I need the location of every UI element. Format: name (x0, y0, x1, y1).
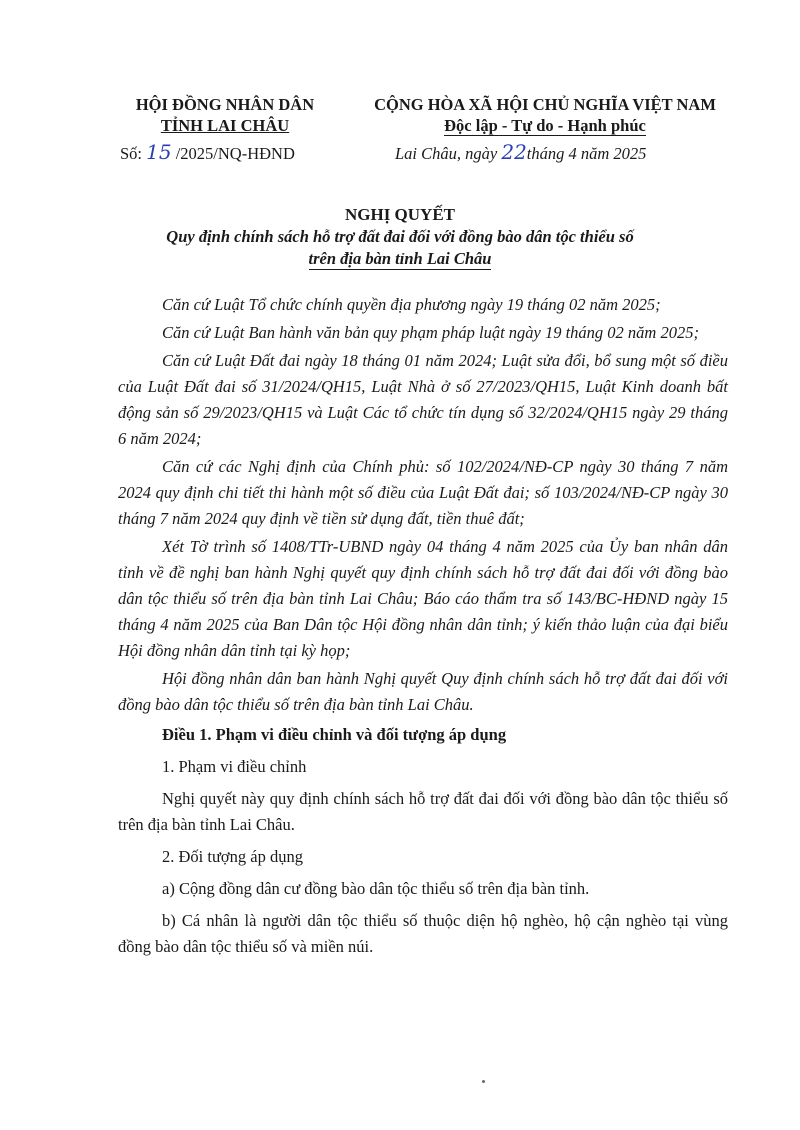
agency-line-1: HỘI ĐỒNG NHÂN DÂN (135, 95, 315, 114)
number-prefix: Số: (120, 144, 147, 163)
clause-item: b) Cá nhân là người dân tộc thiểu số thuộc diện hộ nghèo, hộ cận nghèo tại vùng đồng bào dân tộc thiểu số và miền núi. (118, 911, 728, 956)
enactment-paragraph: Hội đồng nhân dân ban hành Nghị quyết Quy định chính sách hỗ trợ đất đai đối với đồng bào dân tộc thiểu số trên địa bàn tỉnh Lai Châu. (118, 669, 728, 714)
document-subtitle-line-1: Quy định chính sách hỗ trợ đất đai đối với đồng bào dân tộc thiểu số (166, 227, 634, 246)
clause-item: a) Cộng đồng dân cư đồng bào dân tộc thiểu số trên địa bàn tỉnh. (162, 879, 590, 898)
handwritten-number: 15 (146, 140, 172, 164)
number-suffix: /2025/NQ-HĐND (171, 144, 295, 163)
issue-date (395, 140, 646, 164)
document-subtitle-line-2: trên địa bàn tỉnh Lai Châu (308, 249, 492, 268)
date-prefix: Lai Châu, ngày (395, 144, 502, 163)
motto: Độc lập - Tự do - Hạnh phúc (444, 116, 646, 135)
clause-heading: 2. Đối tượng áp dụng (162, 847, 303, 866)
legal-basis-paragraph: Xét Tờ trình số 1408/TTr-UBND ngày 04 tháng 4 năm 2025 của Ủy ban nhân dân tỉnh về đề nghị ban hành Nghị quyết quy định chính sách hỗ trợ đất đai đối với đồng bào dân tộc thiểu số trên địa bàn tỉnh Lai Châu; Báo cáo thẩm tra số 143/BC-HĐND ngày 15 tháng 4 năm 2025 của Ban Dân tộc Hội đồng nhân dân tỉnh; ý kiến thảo luận của đại biểu Hội đồng nhân dân tỉnh tại kỳ họp; (118, 537, 728, 660)
document-body (118, 292, 728, 962)
document-title-block (0, 204, 800, 270)
date-suffix: tháng 4 năm 2025 (526, 144, 647, 163)
handwritten-day: 22 (501, 140, 527, 164)
legal-basis-paragraph: Căn cứ Luật Ban hành văn bản quy phạm pháp luật ngày 19 tháng 02 năm 2025; (162, 323, 699, 342)
document-number (120, 140, 295, 164)
clause-text: Nghị quyết này quy định chính sách hỗ trợ đất đai đối với đồng bào dân tộc thiểu số trên địa bàn tỉnh Lai Châu. (118, 789, 728, 834)
nation-name: CỘNG HÒA XÃ HỘI CHỦ NGHĨA VIỆT NAM (374, 95, 716, 114)
agency-line-2: TỈNH LAI CHÂU (160, 116, 290, 135)
issuing-agency (110, 94, 340, 136)
legal-basis-paragraph: Căn cứ Luật Tổ chức chính quyền địa phương ngày 19 tháng 02 năm 2025; (162, 295, 661, 314)
legal-basis-paragraph: Căn cứ các Nghị định của Chính phủ: số 102/2024/NĐ-CP ngày 30 tháng 7 năm 2024 quy định chi tiết thi hành một số điều của Luật Đất đai; số 103/2024/NĐ-CP ngày 30 tháng 7 năm 2024 quy định về tiền sử dụng đất, tiền thuê đất; (118, 457, 728, 528)
national-motto (340, 94, 750, 136)
clause-heading: 1. Phạm vi điều chỉnh (162, 757, 307, 776)
article-heading: Điều 1. Phạm vi điều chỉnh và đối tượng áp dụng (162, 725, 507, 744)
document-title: NGHỊ QUYẾT (344, 205, 456, 224)
legal-basis-paragraph: Căn cứ Luật Đất đai ngày 18 tháng 01 năm 2024; Luật sửa đổi, bổ sung một số điều của Luật Đất đai số 31/2024/QH15, Luật Nhà ở số 27/2023/QH15, Luật Kinh doanh bất động sản số 29/2023/QH15 và Luật Các tổ chức tín dụng số 32/2024/QH15 ngày 29 tháng 6 năm 2024; (118, 351, 728, 448)
scan-speck (482, 1080, 485, 1083)
